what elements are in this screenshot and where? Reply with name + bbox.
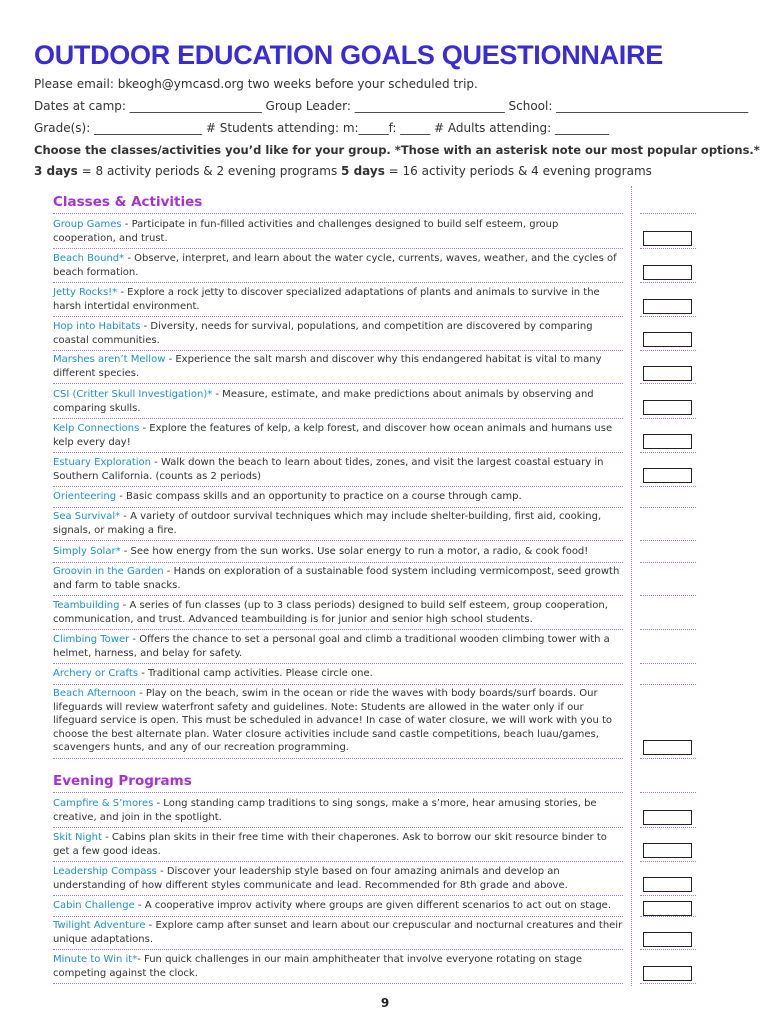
dotted-divider — [640, 827, 696, 828]
classes-item — [53, 633, 623, 660]
classes-item — [53, 490, 623, 504]
dotted-divider — [53, 861, 623, 862]
activity-selection-box[interactable] — [643, 332, 692, 347]
activity-description: - Hands on exploration of a sustainable food system including vermicompost, seed growth and farm to table snacks. — [53, 566, 620, 591]
activity-description: - A cooperative improv activity where groups are given different scenarios to act out on stage. — [134, 900, 611, 911]
dotted-divider — [53, 595, 623, 596]
activity-description: - Explore the features of kelp, a kelp forest, and discover how ocean animals and humans use kelp every day! — [53, 423, 613, 448]
activity-description: - Cabins plan skits in their free time with their chaperones. Ask to borrow our skit resource binder to get a few good ideas. — [53, 832, 607, 857]
activity-name: Group Games — [53, 219, 122, 230]
activity-name: Kelp Connections — [53, 423, 140, 434]
activity-name: Skit Night — [53, 832, 102, 843]
activity-name: Marshes aren’t Mellow — [53, 354, 166, 365]
dotted-divider — [640, 562, 696, 563]
activity-name: Leadership Compass — [53, 866, 157, 877]
dotted-divider — [640, 316, 696, 317]
activity-description: - Measure, estimate, and make predictions about animals by observing and comparing skulls. — [53, 389, 594, 414]
activity-selection-box[interactable] — [643, 265, 692, 280]
evening-item — [53, 899, 623, 913]
classes-item — [53, 320, 623, 347]
classes-item — [53, 218, 623, 245]
email-instruction: Please email: bkeogh@ymcasd.org two weeks before your scheduled trip. — [34, 77, 478, 91]
grades-students-adults-fields[interactable]: Grade(s): __________________ # Students attending: m:_____f: _____ # Adults attending: _________ — [34, 121, 610, 135]
activity-name: Orienteering — [53, 491, 117, 502]
dotted-divider — [53, 684, 623, 685]
evening-item — [53, 797, 623, 824]
activity-selection-box[interactable] — [643, 843, 692, 858]
activity-selection-box[interactable] — [643, 366, 692, 381]
days5-text: = 16 activity periods & 4 evening programs — [384, 164, 652, 178]
dotted-divider — [640, 895, 696, 896]
dotted-divider — [53, 507, 623, 508]
activity-selection-box[interactable] — [643, 231, 692, 246]
dotted-divider — [640, 663, 696, 664]
activity-description: - Traditional camp activities. Please circle one. — [138, 668, 373, 679]
days3-text: = 8 activity periods & 2 evening programs — [77, 164, 342, 178]
classes-item — [53, 510, 623, 537]
activity-description: - See how energy from the sun works. Use solar energy to run a motor, a radio, & cook food! — [120, 546, 589, 557]
activity-name: Beach Afternoon — [53, 688, 136, 699]
dotted-divider — [53, 916, 623, 917]
classes-item — [53, 252, 623, 279]
dotted-divider — [53, 213, 623, 214]
activity-selection-box[interactable] — [643, 877, 692, 892]
activity-name: Cabin Challenge — [53, 900, 135, 911]
activity-description: - Walk down the beach to learn about tides, zones, and visit the largest coastal estuary in Southern California. (counts as 2 periods) — [53, 457, 604, 482]
activity-name: CSI (Critter Skull Investigation)* — [53, 389, 213, 400]
evening-item — [53, 865, 623, 892]
dotted-divider — [53, 383, 623, 384]
dotted-divider — [640, 507, 696, 508]
activity-name: Climbing Tower — [53, 634, 130, 645]
dotted-divider — [53, 949, 623, 950]
activity-selection-box[interactable] — [643, 740, 692, 755]
page-number: 9 — [380, 996, 390, 1010]
dotted-divider — [53, 792, 623, 793]
activity-description: - Diversity, needs for survival, populations, and competition are discovered by comparing coastal communities. — [53, 321, 593, 346]
evening-item — [53, 919, 623, 946]
activity-selection-box[interactable] — [643, 966, 692, 981]
dotted-divider — [640, 418, 696, 419]
dotted-divider — [53, 562, 623, 563]
activity-description: - Play on the beach, swim in the ocean or ride the waves with body boards/surf boards. Our lifeguards will review waterfront safety and guidelines. Note: Students are allowed in the water only if our lifeguard service is open. This must be scheduled in advance! In case of water closure, we will work with you to choose the best alternate plan. Water closure activities include sand castle competitions, beach luau/games, scavengers hunts, and any of our recreation programming. — [53, 688, 613, 753]
classes-section-title: Classes & Activities — [53, 194, 203, 210]
activity-description: - Fun quick challenges in our main amphitheater that involve everyone rotating on stage competing against the clock. — [53, 954, 583, 979]
activity-name: Archery or Crafts — [53, 668, 139, 679]
dotted-divider — [53, 350, 623, 351]
column-divider — [631, 186, 632, 986]
dotted-divider — [640, 350, 696, 351]
dotted-divider — [53, 282, 623, 283]
activity-description: - A series of fun classes (up to 3 class periods) designed to build self esteem, group cooperation, communication, and trust. Advanced teambuilding is for junior and senior high school students. — [53, 600, 608, 625]
activity-description: - Discover your leadership style based on four amazing animals and develop an understanding of how different styles communicate and lead. Recommended for 8th grade and above. — [53, 866, 568, 891]
dotted-divider — [640, 949, 696, 950]
dotted-divider — [53, 248, 623, 249]
dotted-divider — [53, 452, 623, 453]
days-summary — [34, 164, 652, 178]
days3-label: 3 days — [34, 164, 78, 178]
classes-item — [53, 565, 623, 592]
evening-item — [53, 953, 623, 980]
activity-selection-box[interactable] — [643, 468, 692, 483]
classes-item — [53, 456, 623, 483]
dotted-divider — [640, 383, 696, 384]
activity-name: Beach Bound* — [53, 253, 125, 264]
dotted-divider — [640, 248, 696, 249]
activity-selection-box[interactable] — [643, 901, 692, 916]
activity-description: - Participate in fun-filled activities and challenges designed to build self esteem, group cooperation, and trust. — [53, 219, 559, 244]
dotted-divider — [640, 861, 696, 862]
evening-item — [53, 831, 623, 858]
classes-item — [53, 667, 623, 681]
activity-name: Hop into Habitats — [53, 321, 141, 332]
dates-leader-school-fields[interactable]: Dates at camp: ______________________ Group Leader: _________________________ School: ________________________________ — [34, 99, 749, 113]
dotted-divider — [53, 758, 623, 759]
activity-name: Campfire & S’mores — [53, 798, 154, 809]
dotted-divider — [53, 316, 623, 317]
dotted-divider — [640, 792, 696, 793]
days5-label: 5 days — [341, 164, 385, 178]
evening-section-title: Evening Programs — [53, 773, 192, 789]
activity-selection-box[interactable] — [643, 400, 692, 415]
dotted-divider — [640, 213, 696, 214]
classes-item — [53, 599, 623, 626]
dotted-divider — [640, 684, 696, 685]
classes-item — [53, 388, 623, 415]
dotted-divider — [640, 486, 696, 487]
page-title: OUTDOOR EDUCATION GOALS QUESTIONNAIRE — [34, 40, 663, 70]
choose-instruction: Choose the classes/activities you’d like for your group. *Those with an asterisk note our most popular options.* — [34, 143, 760, 157]
activity-description: - Basic compass skills and an opportunity to practice on a course through camp. — [116, 491, 522, 502]
activity-selection-box[interactable] — [643, 932, 692, 947]
dotted-divider — [640, 282, 696, 283]
activity-description: - Long standing camp traditions to sing songs, make a s’more, hear amusing stories, be creative, and join in the spotlight. — [53, 798, 597, 823]
activity-description: - Observe, interpret, and learn about the water cycle, currents, waves, weather, and the cycles of beach formation. — [53, 253, 617, 278]
dotted-divider — [53, 983, 623, 984]
activity-name: Minute to Win it* — [53, 954, 138, 965]
dotted-divider — [640, 452, 696, 453]
activity-description: - Experience the salt marsh and discover why this endangered habitat is vital to many different species. — [53, 354, 602, 379]
classes-item — [53, 353, 623, 380]
dotted-divider — [53, 663, 623, 664]
dotted-divider — [640, 595, 696, 596]
classes-item — [53, 422, 623, 449]
dotted-divider — [640, 629, 696, 630]
activity-description: - Offers the chance to set a personal goal and climb a traditional wooden climbing tower with a helmet, harness, and belay for safety. — [53, 634, 610, 659]
activity-name: Teambuilding — [53, 600, 120, 611]
dotted-divider — [640, 758, 696, 759]
dotted-divider — [53, 827, 623, 828]
dotted-divider — [53, 629, 623, 630]
activity-name: Simply Solar* — [53, 546, 121, 557]
classes-item — [53, 545, 623, 559]
activity-selection-box[interactable] — [643, 299, 692, 314]
classes-item — [53, 286, 623, 313]
activity-name: Twilight Adventure — [53, 920, 146, 931]
activity-selection-box[interactable] — [643, 810, 692, 825]
dotted-divider — [53, 540, 623, 541]
activity-selection-box[interactable] — [643, 434, 692, 449]
dotted-divider — [640, 983, 696, 984]
activity-description: - A variety of outdoor survival techniques which may include shelter-building, first aid, cooking, signals, or making a fire. — [53, 511, 602, 536]
activity-description: - Explore camp after sunset and learn about our crepuscular and nocturnal creatures and their unique adaptations. — [53, 920, 623, 945]
activity-name: Groovin in the Garden — [53, 566, 164, 577]
activity-name: Jetty Rocks!* — [53, 287, 118, 298]
dotted-divider — [53, 895, 623, 896]
activity-description: - Explore a rock jetty to discover specialized adaptations of plants and animals to survive in the harsh intertidal environment. — [53, 287, 600, 312]
dotted-divider — [53, 486, 623, 487]
dotted-divider — [640, 540, 696, 541]
classes-item — [53, 687, 623, 755]
activity-name: Sea Survival* — [53, 511, 121, 522]
activity-name: Estuary Exploration — [53, 457, 151, 468]
dotted-divider — [53, 418, 623, 419]
